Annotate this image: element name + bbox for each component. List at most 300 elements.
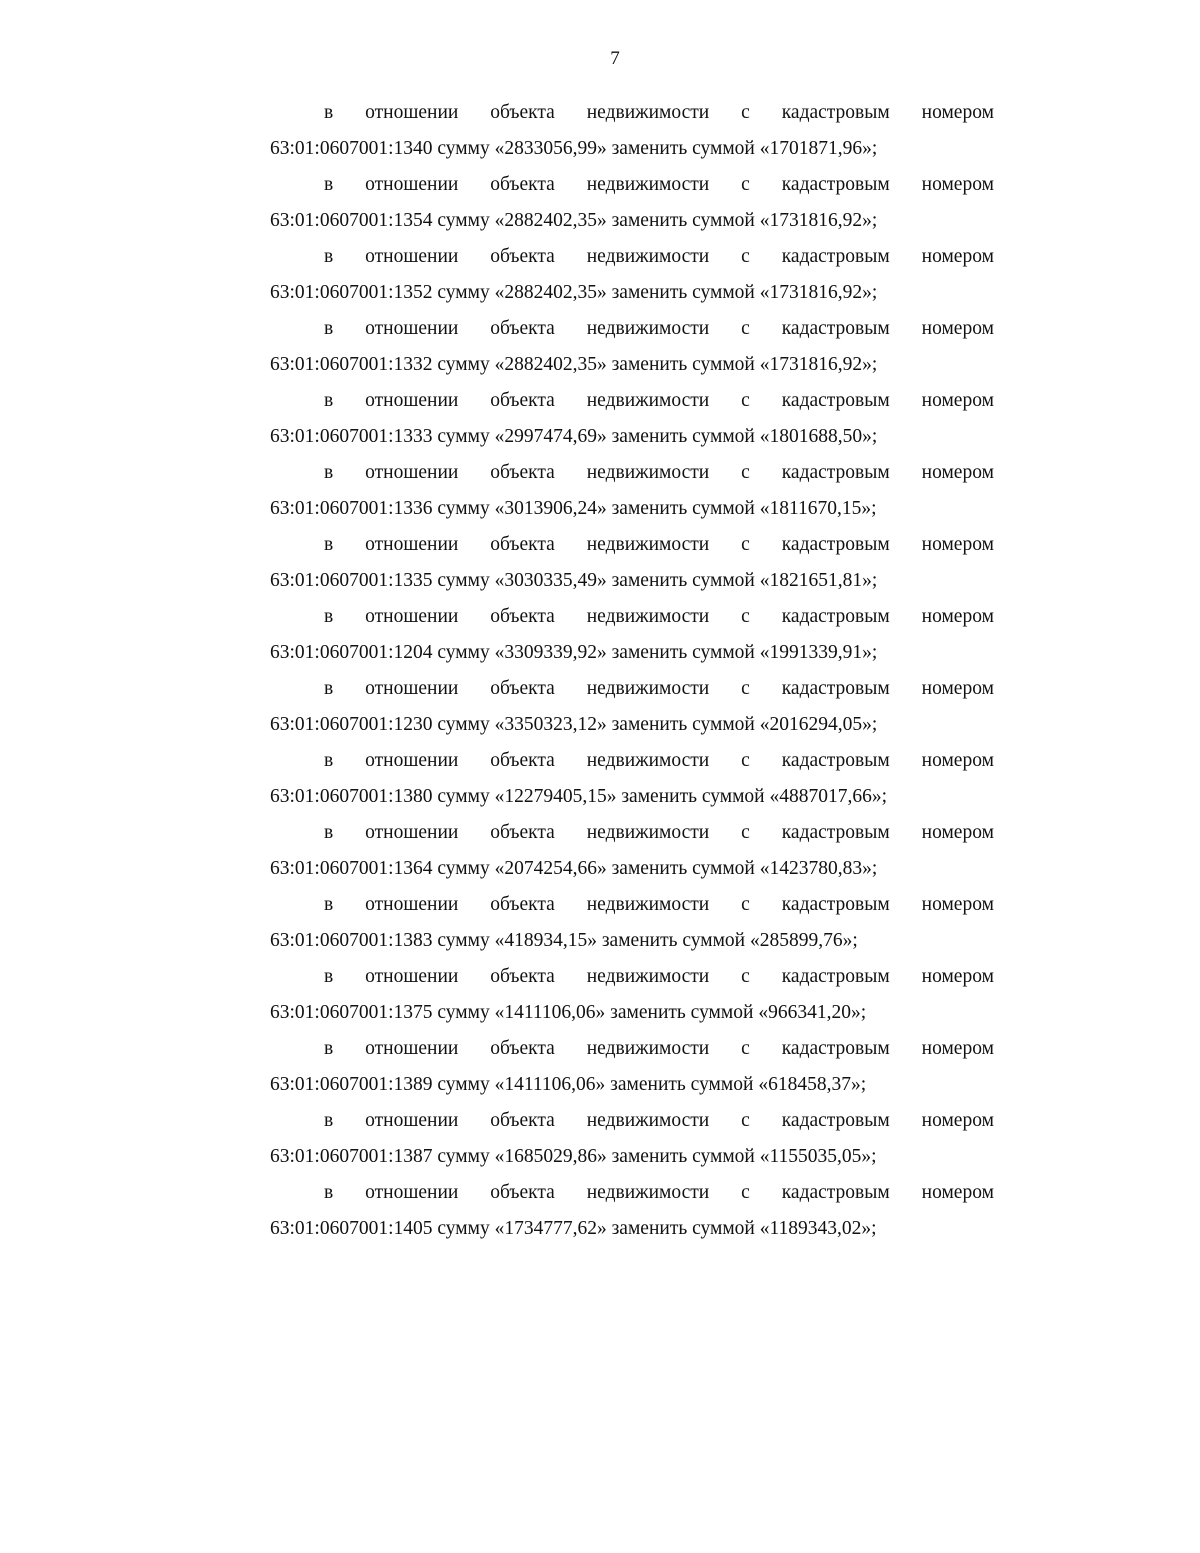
sum-word: сумму	[437, 786, 490, 807]
lead-word: недвижимости	[586, 966, 710, 987]
old-sum: 1685029,86	[504, 1146, 597, 1167]
entry-lead-line	[270, 1031, 994, 1067]
terminator: ;	[860, 1074, 867, 1095]
old-sum: 1411106,06	[504, 1002, 596, 1023]
open-quote: «	[494, 930, 505, 951]
cadastral-number: 63:01:0607001:1364	[270, 858, 433, 879]
replace-phrase: заменить суммой	[611, 642, 755, 663]
lead-word: недвижимости	[586, 174, 710, 195]
new-sum: 1811670,15	[769, 498, 862, 519]
entry-detail-line	[270, 707, 994, 743]
lead-word: номером	[921, 1110, 994, 1131]
close-quote: »	[596, 138, 607, 159]
lead-word: недвижимости	[586, 750, 710, 771]
terminator: ;	[871, 210, 878, 231]
lead-word: номером	[921, 390, 994, 411]
lead-word: объекта	[490, 822, 555, 843]
new-sum: 285899,76	[759, 930, 843, 951]
lead-word: кадастровым	[781, 966, 890, 987]
new-sum: 2016294,05	[769, 714, 863, 735]
open-quote: «	[494, 138, 505, 159]
lead-word: отношении	[365, 318, 459, 339]
close-quote: »	[862, 714, 872, 735]
sum-word: сумму	[437, 714, 490, 735]
lead-word: недвижимости	[586, 390, 710, 411]
open-quote: «	[759, 642, 770, 663]
entry-lead-line	[270, 239, 994, 275]
close-quote: »	[862, 354, 872, 375]
lead-word: отношении	[365, 894, 459, 915]
lead-word: кадастровым	[781, 1038, 890, 1059]
lead-word: в	[324, 1182, 334, 1203]
terminator: ;	[852, 930, 858, 951]
new-sum: 1821651,81	[769, 570, 863, 591]
amendment-entry	[270, 383, 994, 455]
close-quote: »	[595, 1074, 606, 1095]
replace-phrase: заменить суммой	[610, 1002, 754, 1023]
open-quote: «	[494, 858, 505, 879]
page-number: 7	[610, 48, 620, 69]
lead-word: с	[741, 390, 750, 411]
terminator: ;	[871, 642, 878, 663]
lead-word: отношении	[365, 390, 459, 411]
lead-word: объекта	[490, 894, 555, 915]
lead-word: номером	[921, 1038, 994, 1059]
sum-word: сумму	[437, 1074, 490, 1095]
lead-word: объекта	[490, 246, 555, 267]
old-sum: 3350323,12	[504, 714, 597, 735]
amendment-entry	[270, 1175, 994, 1247]
new-sum: 1701871,96	[769, 138, 863, 159]
sum-word: сумму	[437, 642, 490, 663]
replace-phrase: заменить суммой	[611, 714, 755, 735]
replace-phrase: заменить суммой	[610, 1074, 754, 1095]
open-quote: «	[759, 714, 770, 735]
close-quote: »	[596, 282, 607, 303]
entry-detail-line	[270, 131, 994, 167]
lead-word: номером	[921, 534, 994, 555]
open-quote: «	[494, 426, 505, 447]
sum-word: сумму	[437, 426, 490, 447]
old-sum: 1734777,62	[504, 1218, 597, 1239]
old-sum: 3309339,92	[504, 642, 597, 663]
lead-word: в	[324, 966, 334, 987]
lead-word: с	[741, 678, 750, 699]
replace-phrase: заменить суммой	[611, 1218, 755, 1239]
lead-word: отношении	[365, 462, 459, 483]
close-quote: »	[596, 354, 607, 375]
replace-phrase: заменить суммой	[601, 930, 746, 951]
lead-word: кадастровым	[781, 750, 890, 771]
close-quote: »	[587, 930, 597, 951]
entry-detail-line	[270, 635, 994, 671]
entry-detail-line	[270, 1139, 994, 1175]
open-quote: «	[750, 930, 760, 951]
lead-word: недвижимости	[586, 678, 710, 699]
lead-word: с	[741, 966, 750, 987]
entry-detail-line	[270, 347, 994, 383]
lead-word: в	[324, 1110, 334, 1131]
entry-detail-line	[270, 779, 994, 815]
lead-word: отношении	[365, 822, 459, 843]
sum-word: сумму	[437, 282, 490, 303]
close-quote: »	[862, 426, 872, 447]
lead-word: кадастровым	[781, 606, 890, 627]
lead-word: номером	[921, 606, 994, 627]
open-quote: «	[759, 282, 770, 303]
old-sum: 2882402,35	[504, 282, 597, 303]
old-sum: 2882402,35	[504, 210, 597, 231]
open-quote: «	[494, 642, 505, 663]
entry-lead-line	[270, 959, 994, 995]
sum-word: сумму	[437, 354, 490, 375]
replace-phrase: заменить суммой	[611, 426, 755, 447]
document-body	[270, 95, 994, 1247]
lead-word: с	[741, 1110, 750, 1131]
amendment-entry	[270, 743, 994, 815]
amendment-entry	[270, 1031, 994, 1103]
new-sum: 1423780,83	[769, 858, 863, 879]
close-quote: »	[850, 1002, 861, 1023]
amendment-entry	[270, 599, 994, 671]
lead-word: с	[741, 534, 750, 555]
open-quote: «	[759, 354, 770, 375]
cadastral-number: 63:01:0607001:1380	[270, 786, 433, 807]
lead-word: кадастровым	[781, 894, 890, 915]
lead-word: номером	[921, 1182, 994, 1203]
sum-word: сумму	[437, 138, 490, 159]
open-quote: «	[494, 498, 505, 519]
lead-word: недвижимости	[586, 1110, 710, 1131]
new-sum: 1731816,92	[769, 282, 863, 303]
old-sum: 2882402,35	[504, 354, 597, 375]
lead-word: в	[324, 1038, 334, 1059]
sum-word: сумму	[437, 570, 490, 591]
terminator: ;	[881, 786, 888, 807]
entry-detail-line	[270, 491, 994, 527]
lead-word: номером	[921, 894, 994, 915]
entry-lead-line	[270, 167, 994, 203]
lead-word: с	[741, 174, 750, 195]
cadastral-number: 63:01:0607001:1354	[270, 210, 433, 231]
entry-detail-line	[270, 851, 994, 887]
close-quote: »	[862, 642, 872, 663]
lead-word: номером	[921, 318, 994, 339]
replace-phrase: заменить суммой	[621, 786, 765, 807]
lead-word: номером	[921, 678, 994, 699]
lead-word: отношении	[365, 246, 459, 267]
sum-word: сумму	[437, 210, 490, 231]
amendment-entry	[270, 527, 994, 599]
entry-lead-line	[270, 383, 994, 419]
entry-detail-line	[270, 275, 994, 311]
terminator: ;	[871, 714, 878, 735]
entry-lead-line	[270, 455, 994, 491]
lead-word: недвижимости	[586, 822, 710, 843]
close-quote: »	[862, 138, 872, 159]
replace-phrase: заменить суммой	[611, 138, 755, 159]
lead-word: номером	[921, 822, 994, 843]
lead-word: с	[741, 894, 750, 915]
lead-word: с	[741, 246, 750, 267]
lead-word: кадастровым	[781, 102, 890, 123]
lead-word: кадастровым	[781, 246, 890, 267]
entry-lead-line	[270, 95, 994, 131]
lead-word: кадастровым	[781, 678, 890, 699]
cadastral-number: 63:01:0607001:1383	[270, 930, 433, 951]
lead-word: в	[324, 390, 334, 411]
lead-word: с	[741, 1038, 750, 1059]
cadastral-number: 63:01:0607001:1335	[270, 570, 433, 591]
lead-word: в	[324, 822, 334, 843]
open-quote: «	[494, 1146, 505, 1167]
lead-word: объекта	[490, 966, 555, 987]
lead-word: объекта	[490, 750, 555, 771]
entry-lead-line	[270, 815, 994, 851]
open-quote: «	[759, 210, 770, 231]
open-quote: «	[494, 354, 505, 375]
lead-word: номером	[921, 462, 994, 483]
entry-detail-line	[270, 923, 994, 959]
lead-word: объекта	[490, 606, 555, 627]
replace-phrase: заменить суммой	[611, 570, 755, 591]
old-sum: 12279405,15	[504, 786, 607, 807]
open-quote: «	[759, 498, 770, 519]
lead-word: объекта	[490, 1182, 555, 1203]
lead-word: в	[324, 678, 334, 699]
lead-word: недвижимости	[586, 318, 710, 339]
lead-word: отношении	[365, 534, 459, 555]
lead-word: недвижимости	[586, 1182, 710, 1203]
entry-detail-line	[270, 203, 994, 239]
open-quote: «	[759, 570, 770, 591]
lead-word: в	[324, 750, 334, 771]
lead-word: в	[324, 246, 334, 267]
replace-phrase: заменить суммой	[611, 1146, 755, 1167]
cadastral-number: 63:01:0607001:1333	[270, 426, 433, 447]
close-quote: »	[862, 858, 872, 879]
open-quote: «	[759, 858, 770, 879]
close-quote: »	[596, 642, 607, 663]
lead-word: номером	[921, 102, 994, 123]
amendment-entry	[270, 959, 994, 1031]
new-sum: 618458,37	[768, 1074, 851, 1095]
cadastral-number: 63:01:0607001:1340	[270, 138, 433, 159]
close-quote: »	[596, 1146, 607, 1167]
lead-word: в	[324, 894, 334, 915]
new-sum: 1155035,05	[769, 1146, 862, 1167]
lead-word: кадастровым	[781, 534, 890, 555]
lead-word: отношении	[365, 750, 459, 771]
lead-word: объекта	[490, 174, 555, 195]
amendment-entry	[270, 815, 994, 887]
new-sum: 1731816,92	[769, 354, 863, 375]
amendment-entry	[270, 239, 994, 311]
open-quote: «	[758, 1002, 769, 1023]
lead-word: в	[324, 606, 334, 627]
entry-lead-line	[270, 671, 994, 707]
amendment-entry	[270, 1103, 994, 1175]
lead-word: отношении	[365, 102, 459, 123]
replace-phrase: заменить суммой	[611, 282, 755, 303]
entry-detail-line	[270, 563, 994, 599]
close-quote: »	[596, 1218, 607, 1239]
close-quote: »	[861, 1146, 872, 1167]
sum-word: сумму	[437, 1002, 490, 1023]
amendment-entry	[270, 671, 994, 743]
amendment-entry	[270, 455, 994, 527]
lead-word: объекта	[490, 1110, 555, 1131]
entry-lead-line	[270, 599, 994, 635]
cadastral-number: 63:01:0607001:1230	[270, 714, 433, 735]
lead-word: кадастровым	[781, 1182, 890, 1203]
open-quote: «	[769, 786, 780, 807]
lead-word: недвижимости	[586, 246, 710, 267]
lead-word: с	[741, 1182, 750, 1203]
cadastral-number: 63:01:0607001:1204	[270, 642, 433, 663]
lead-word: отношении	[365, 966, 459, 987]
open-quote: «	[494, 1218, 505, 1239]
lead-word: отношении	[365, 1110, 459, 1131]
open-quote: «	[494, 714, 505, 735]
terminator: ;	[871, 498, 877, 519]
cadastral-number: 63:01:0607001:1375	[270, 1002, 433, 1023]
lead-word: объекта	[490, 534, 555, 555]
cadastral-number: 63:01:0607001:1387	[270, 1146, 433, 1167]
open-quote: «	[494, 282, 505, 303]
entry-detail-line	[270, 1211, 994, 1247]
old-sum: 418934,15	[504, 930, 588, 951]
close-quote: »	[596, 498, 607, 519]
old-sum: 1411106,06	[504, 1074, 596, 1095]
lead-word: номером	[921, 174, 994, 195]
new-sum: 1991339,91	[769, 642, 863, 663]
lead-word: кадастровым	[781, 174, 890, 195]
lead-word: отношении	[365, 1182, 459, 1203]
cadastral-number: 63:01:0607001:1405	[270, 1218, 433, 1239]
lead-word: объекта	[490, 678, 555, 699]
close-quote: »	[596, 570, 607, 591]
terminator: ;	[871, 426, 878, 447]
new-sum: 4887017,66	[779, 786, 872, 807]
open-quote: «	[758, 1074, 769, 1095]
lead-word: кадастровым	[781, 390, 890, 411]
close-quote: »	[596, 426, 607, 447]
entry-lead-line	[270, 743, 994, 779]
open-quote: «	[494, 1074, 505, 1095]
close-quote: »	[606, 786, 617, 807]
open-quote: «	[494, 570, 505, 591]
lead-word: объекта	[490, 1038, 555, 1059]
cadastral-number: 63:01:0607001:1352	[270, 282, 433, 303]
sum-word: сумму	[437, 498, 490, 519]
lead-word: в	[324, 174, 334, 195]
lead-word: с	[741, 606, 750, 627]
old-sum: 2833056,99	[504, 138, 597, 159]
lead-word: кадастровым	[781, 318, 890, 339]
close-quote: »	[596, 714, 607, 735]
terminator: ;	[871, 138, 878, 159]
lead-word: в	[324, 102, 334, 123]
sum-word: сумму	[437, 930, 490, 951]
terminator: ;	[871, 282, 878, 303]
close-quote: »	[862, 570, 872, 591]
lead-word: кадастровым	[781, 462, 890, 483]
replace-phrase: заменить суммой	[611, 210, 755, 231]
open-quote: «	[759, 1218, 770, 1239]
terminator: ;	[871, 1218, 877, 1239]
sum-word: сумму	[437, 1146, 490, 1167]
old-sum: 3030335,49	[504, 570, 597, 591]
lead-word: номером	[921, 246, 994, 267]
open-quote: «	[759, 138, 770, 159]
lead-word: с	[741, 822, 750, 843]
terminator: ;	[871, 570, 878, 591]
lead-word: в	[324, 534, 334, 555]
close-quote: »	[861, 1218, 872, 1239]
lead-word: недвижимости	[586, 1038, 710, 1059]
lead-word: отношении	[365, 678, 459, 699]
lead-word: недвижимости	[586, 534, 710, 555]
cadastral-number: 63:01:0607001:1332	[270, 354, 433, 375]
terminator: ;	[860, 1002, 867, 1023]
close-quote: »	[596, 210, 607, 231]
new-sum: 1731816,92	[769, 210, 863, 231]
entry-detail-line	[270, 995, 994, 1031]
close-quote: »	[842, 930, 853, 951]
open-quote: «	[494, 1002, 505, 1023]
cadastral-number: 63:01:0607001:1389	[270, 1074, 433, 1095]
entry-lead-line	[270, 1175, 994, 1211]
lead-word: в	[324, 462, 334, 483]
lead-word: объекта	[490, 462, 555, 483]
new-sum: 1801688,50	[769, 426, 863, 447]
lead-word: отношении	[365, 1038, 459, 1059]
close-quote: »	[871, 786, 882, 807]
new-sum: 966341,20	[768, 1002, 851, 1023]
entry-detail-line	[270, 419, 994, 455]
close-quote: »	[596, 858, 607, 879]
amendment-entry	[270, 887, 994, 959]
close-quote: »	[595, 1002, 606, 1023]
lead-word: объекта	[490, 102, 555, 123]
sum-word: сумму	[437, 858, 490, 879]
old-sum: 3013906,24	[504, 498, 597, 519]
lead-word: кадастровым	[781, 822, 890, 843]
lead-word: недвижимости	[586, 894, 710, 915]
lead-word: недвижимости	[586, 102, 710, 123]
lead-word: с	[741, 318, 750, 339]
entry-lead-line	[270, 311, 994, 347]
lead-word: кадастровым	[781, 1110, 890, 1131]
open-quote: «	[759, 426, 770, 447]
terminator: ;	[871, 1146, 877, 1167]
open-quote: «	[759, 1146, 770, 1167]
replace-phrase: заменить суммой	[611, 858, 755, 879]
close-quote: »	[862, 282, 872, 303]
lead-word: отношении	[365, 606, 459, 627]
close-quote: »	[850, 1074, 861, 1095]
entry-lead-line	[270, 887, 994, 923]
close-quote: »	[861, 498, 872, 519]
lead-word: недвижимости	[586, 462, 710, 483]
entry-lead-line	[270, 527, 994, 563]
cadastral-number: 63:01:0607001:1336	[270, 498, 433, 519]
old-sum: 2997474,69	[504, 426, 597, 447]
amendment-entry	[270, 95, 994, 167]
lead-word: в	[324, 318, 334, 339]
terminator: ;	[871, 858, 878, 879]
